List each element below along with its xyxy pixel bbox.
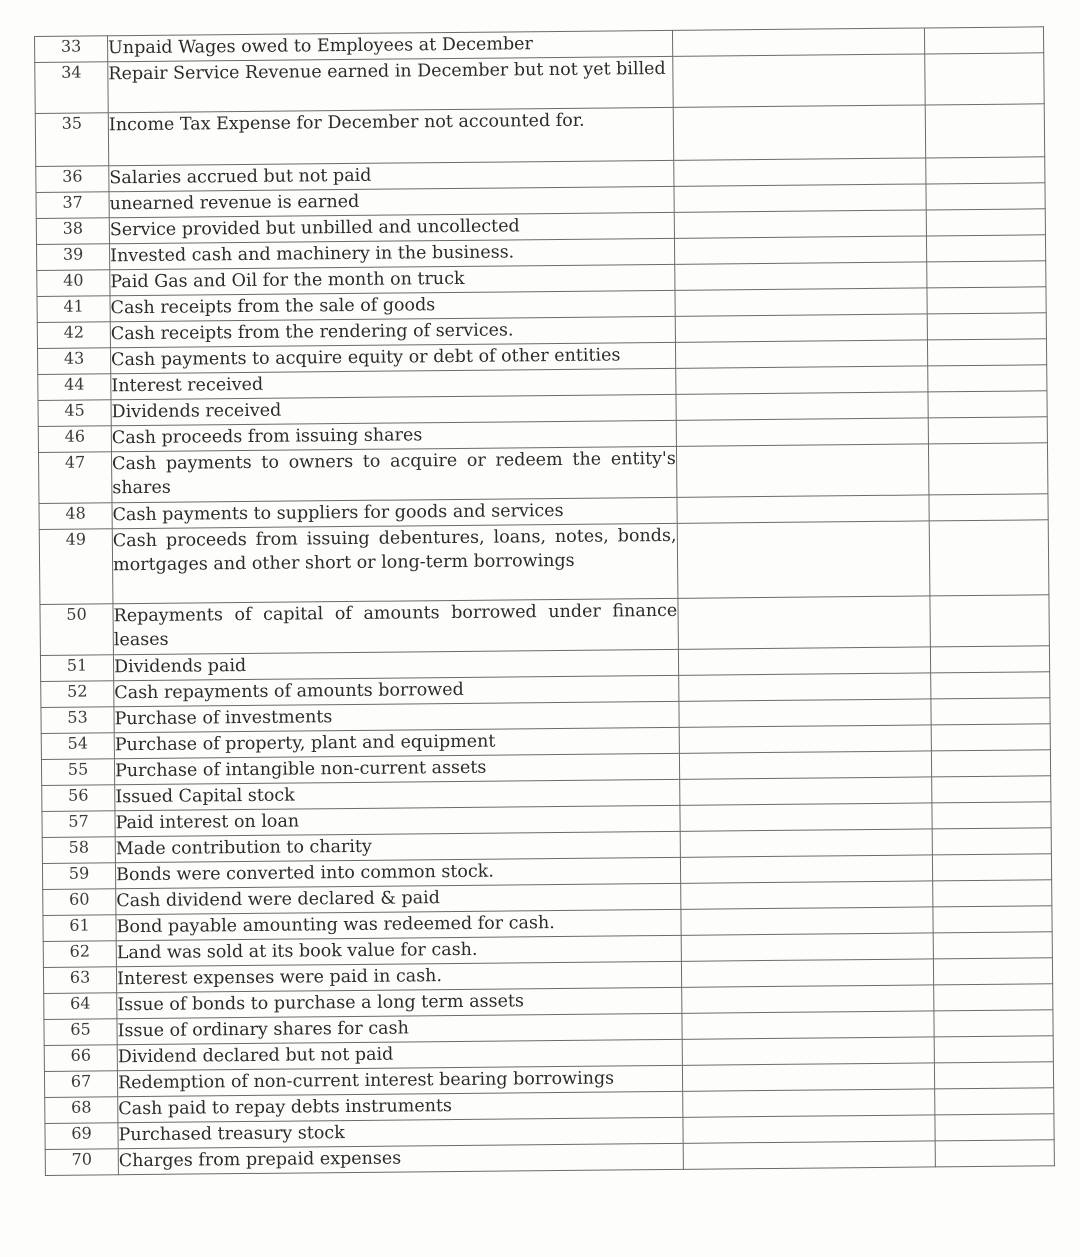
table-row [35,104,1044,167]
row-description: Issue of bonds to purchase a long term assets [117,987,682,1018]
row-number: 42 [37,322,110,349]
answer-cell[interactable] [675,314,927,342]
row-description: Bonds were converted into common stock. [115,857,680,888]
row-description: Paid interest on loan [115,805,680,836]
answer-cell[interactable] [682,1089,934,1117]
row-number: 34 [35,62,109,114]
row-number: 47 [38,452,112,504]
row-number: 40 [37,270,110,297]
row-number: 35 [35,113,109,167]
row-number: 53 [41,707,114,734]
answer-cell[interactable] [933,932,1053,959]
table-row [39,520,1049,605]
answer-cell[interactable] [673,105,925,160]
row-number: 49 [39,529,113,605]
row-number: 65 [44,1019,117,1046]
row-description: Dividend declared but not paid [117,1039,682,1070]
answer-cell[interactable] [932,828,1052,855]
answer-cell[interactable] [674,210,926,238]
row-number: 58 [42,837,115,864]
row-number: 61 [43,915,116,942]
answer-cell[interactable] [677,495,929,523]
row-description: unearned revenue is earned [109,186,674,217]
row-description: Repair Service Revenue earned in December but not yet billed [108,56,673,112]
row-description: Cash repayments of amounts borrowed [114,675,679,706]
row-description: Purchase of intangible non-current assets [114,753,679,784]
row-number: 36 [36,166,109,193]
row-number: 70 [45,1149,118,1176]
answer-cell[interactable] [934,1088,1054,1115]
answer-cell[interactable] [935,1114,1055,1141]
row-description: Redemption of non-current interest bearing borrowings [117,1065,682,1096]
row-description: Issued Capital stock [115,779,680,810]
answer-cell[interactable] [675,340,927,368]
row-description: Purchased treasury stock [118,1117,683,1148]
row-number: 62 [43,941,116,968]
answer-cell[interactable] [674,236,926,264]
answer-cell[interactable] [680,829,932,857]
row-description: Cash payments to owners to acquire or redeem the entity's shares [112,446,677,502]
row-number: 63 [43,967,116,994]
answer-cell[interactable] [932,802,1052,829]
answer-cell[interactable] [679,725,931,753]
row-number: 57 [42,811,115,838]
row-number: 67 [44,1071,117,1098]
row-description: Charges from prepaid expenses [118,1143,683,1174]
row-number: 64 [44,993,117,1020]
answer-cell[interactable] [679,751,931,779]
answer-cell[interactable] [933,958,1053,985]
row-number: 56 [42,785,115,812]
answer-cell[interactable] [678,673,930,701]
answer-cell[interactable] [676,444,928,497]
answer-cell[interactable] [673,158,925,186]
row-number: 43 [37,348,110,375]
row-description: Repayments of capital of amounts borrowed under finance leases [113,598,678,654]
answer-cell[interactable] [934,1036,1054,1063]
row-description: Cash proceeds from issuing shares [111,420,676,451]
answer-cell[interactable] [930,595,1050,647]
row-number: 55 [41,759,114,786]
answer-cell[interactable] [925,104,1045,158]
transactions-table [34,26,1055,1176]
row-number: 52 [41,681,114,708]
row-number: 50 [40,604,114,656]
answer-cell[interactable] [681,985,933,1013]
answer-cell[interactable] [927,339,1047,366]
answer-cell[interactable] [683,1141,935,1169]
answer-cell[interactable] [931,698,1051,725]
row-description: Bond payable amounting was redeemed for cash. [116,909,681,940]
row-number: 68 [45,1097,118,1124]
answer-cell[interactable] [924,53,1044,105]
answer-cell[interactable] [682,1011,934,1039]
row-description: Income Tax Expense for December not accounted for. [108,107,673,165]
row-description: Invested cash and machinery in the business. [110,238,675,269]
row-number: 66 [44,1045,117,1072]
answer-cell[interactable] [930,646,1050,673]
row-number: 45 [38,400,111,427]
row-description: Cash dividend were declared & paid [116,883,681,914]
answer-cell[interactable] [931,750,1051,777]
answer-cell[interactable] [672,54,924,107]
answer-cell[interactable] [679,777,931,805]
answer-cell[interactable] [932,854,1052,881]
answer-cell[interactable] [928,417,1048,444]
answer-cell[interactable] [681,933,933,961]
row-number: 33 [35,36,108,63]
answer-cell[interactable] [925,157,1045,184]
answer-cell[interactable] [682,1063,934,1091]
answer-cell[interactable] [929,494,1049,521]
row-number: 37 [36,192,109,219]
row-description: Salaries accrued but not paid [109,160,674,191]
answer-cell[interactable] [676,392,928,420]
answer-cell[interactable] [927,365,1047,392]
answer-cell[interactable] [677,521,930,598]
answer-cell[interactable] [933,906,1053,933]
answer-cell[interactable] [931,776,1051,803]
answer-cell[interactable] [676,418,928,446]
answer-cell[interactable] [933,984,1053,1011]
row-description: Dividends received [111,394,676,425]
answer-cell[interactable] [682,1037,934,1065]
row-description: Unpaid Wages owed to Employees at December [108,30,673,61]
answer-cell[interactable] [678,647,930,675]
answer-cell[interactable] [924,27,1044,54]
row-description: Cash proceeds from issuing debentures, loans, notes, bonds, mortgages and other short or long-term borrowings [112,523,677,603]
row-description: Made contribution to charity [115,831,680,862]
answer-cell[interactable] [680,881,932,909]
answer-cell[interactable] [928,391,1048,418]
row-description: Cash receipts from the sale of goods [110,290,675,321]
row-description: Purchase of property, plant and equipment [114,727,679,758]
answer-cell[interactable] [675,366,927,394]
answer-cell[interactable] [934,1062,1054,1089]
row-number: 46 [38,426,111,453]
row-description: Land was sold at its book value for cash. [116,935,681,966]
row-description: Issue of ordinary shares for cash [117,1013,682,1044]
answer-cell[interactable] [679,699,931,727]
answer-cell[interactable] [678,596,930,649]
answer-cell[interactable] [680,803,932,831]
row-description: Dividends paid [113,649,678,680]
row-number: 69 [45,1123,118,1150]
row-number: 59 [42,863,115,890]
answer-cell[interactable] [929,520,1049,596]
row-number: 48 [39,503,112,530]
row-number: 39 [37,244,110,271]
answer-cell[interactable] [932,880,1052,907]
answer-cell[interactable] [927,313,1047,340]
row-number: 51 [40,655,113,682]
answer-cell[interactable] [681,907,933,935]
answer-cell[interactable] [926,235,1046,262]
row-number: 38 [36,218,109,245]
row-description: Cash payments to acquire equity or debt of other entities [111,342,676,373]
answer-cell[interactable] [674,262,926,290]
answer-cell[interactable] [930,672,1050,699]
answer-cell[interactable] [680,855,932,883]
answer-cell[interactable] [935,1140,1055,1167]
row-description: Interest received [111,368,676,399]
row-description: Purchase of investments [114,701,679,732]
answer-cell[interactable] [934,1010,1054,1037]
row-description: Service provided but unbilled and uncollected [109,212,674,243]
answer-cell[interactable] [926,209,1046,236]
row-description: Cash paid to repay debts instruments [118,1091,683,1122]
answer-cell[interactable] [674,184,926,212]
answer-cell[interactable] [926,261,1046,288]
row-number: 41 [37,296,110,323]
answer-cell[interactable] [675,288,927,316]
row-description: Cash receipts from the rendering of services. [110,316,675,347]
row-description: Cash payments to suppliers for goods and services [112,497,677,528]
row-description: Interest expenses were paid in cash. [116,961,681,992]
row-number: 60 [43,889,116,916]
row-number: 54 [41,733,114,760]
answer-cell[interactable] [672,28,924,56]
answer-cell[interactable] [927,287,1047,314]
answer-cell[interactable] [926,183,1046,210]
answer-cell[interactable] [931,724,1051,751]
answer-cell[interactable] [928,443,1048,495]
row-number: 44 [38,374,111,401]
row-description: Paid Gas and Oil for the month on truck [110,264,675,295]
answer-cell[interactable] [681,959,933,987]
answer-cell[interactable] [683,1115,935,1143]
